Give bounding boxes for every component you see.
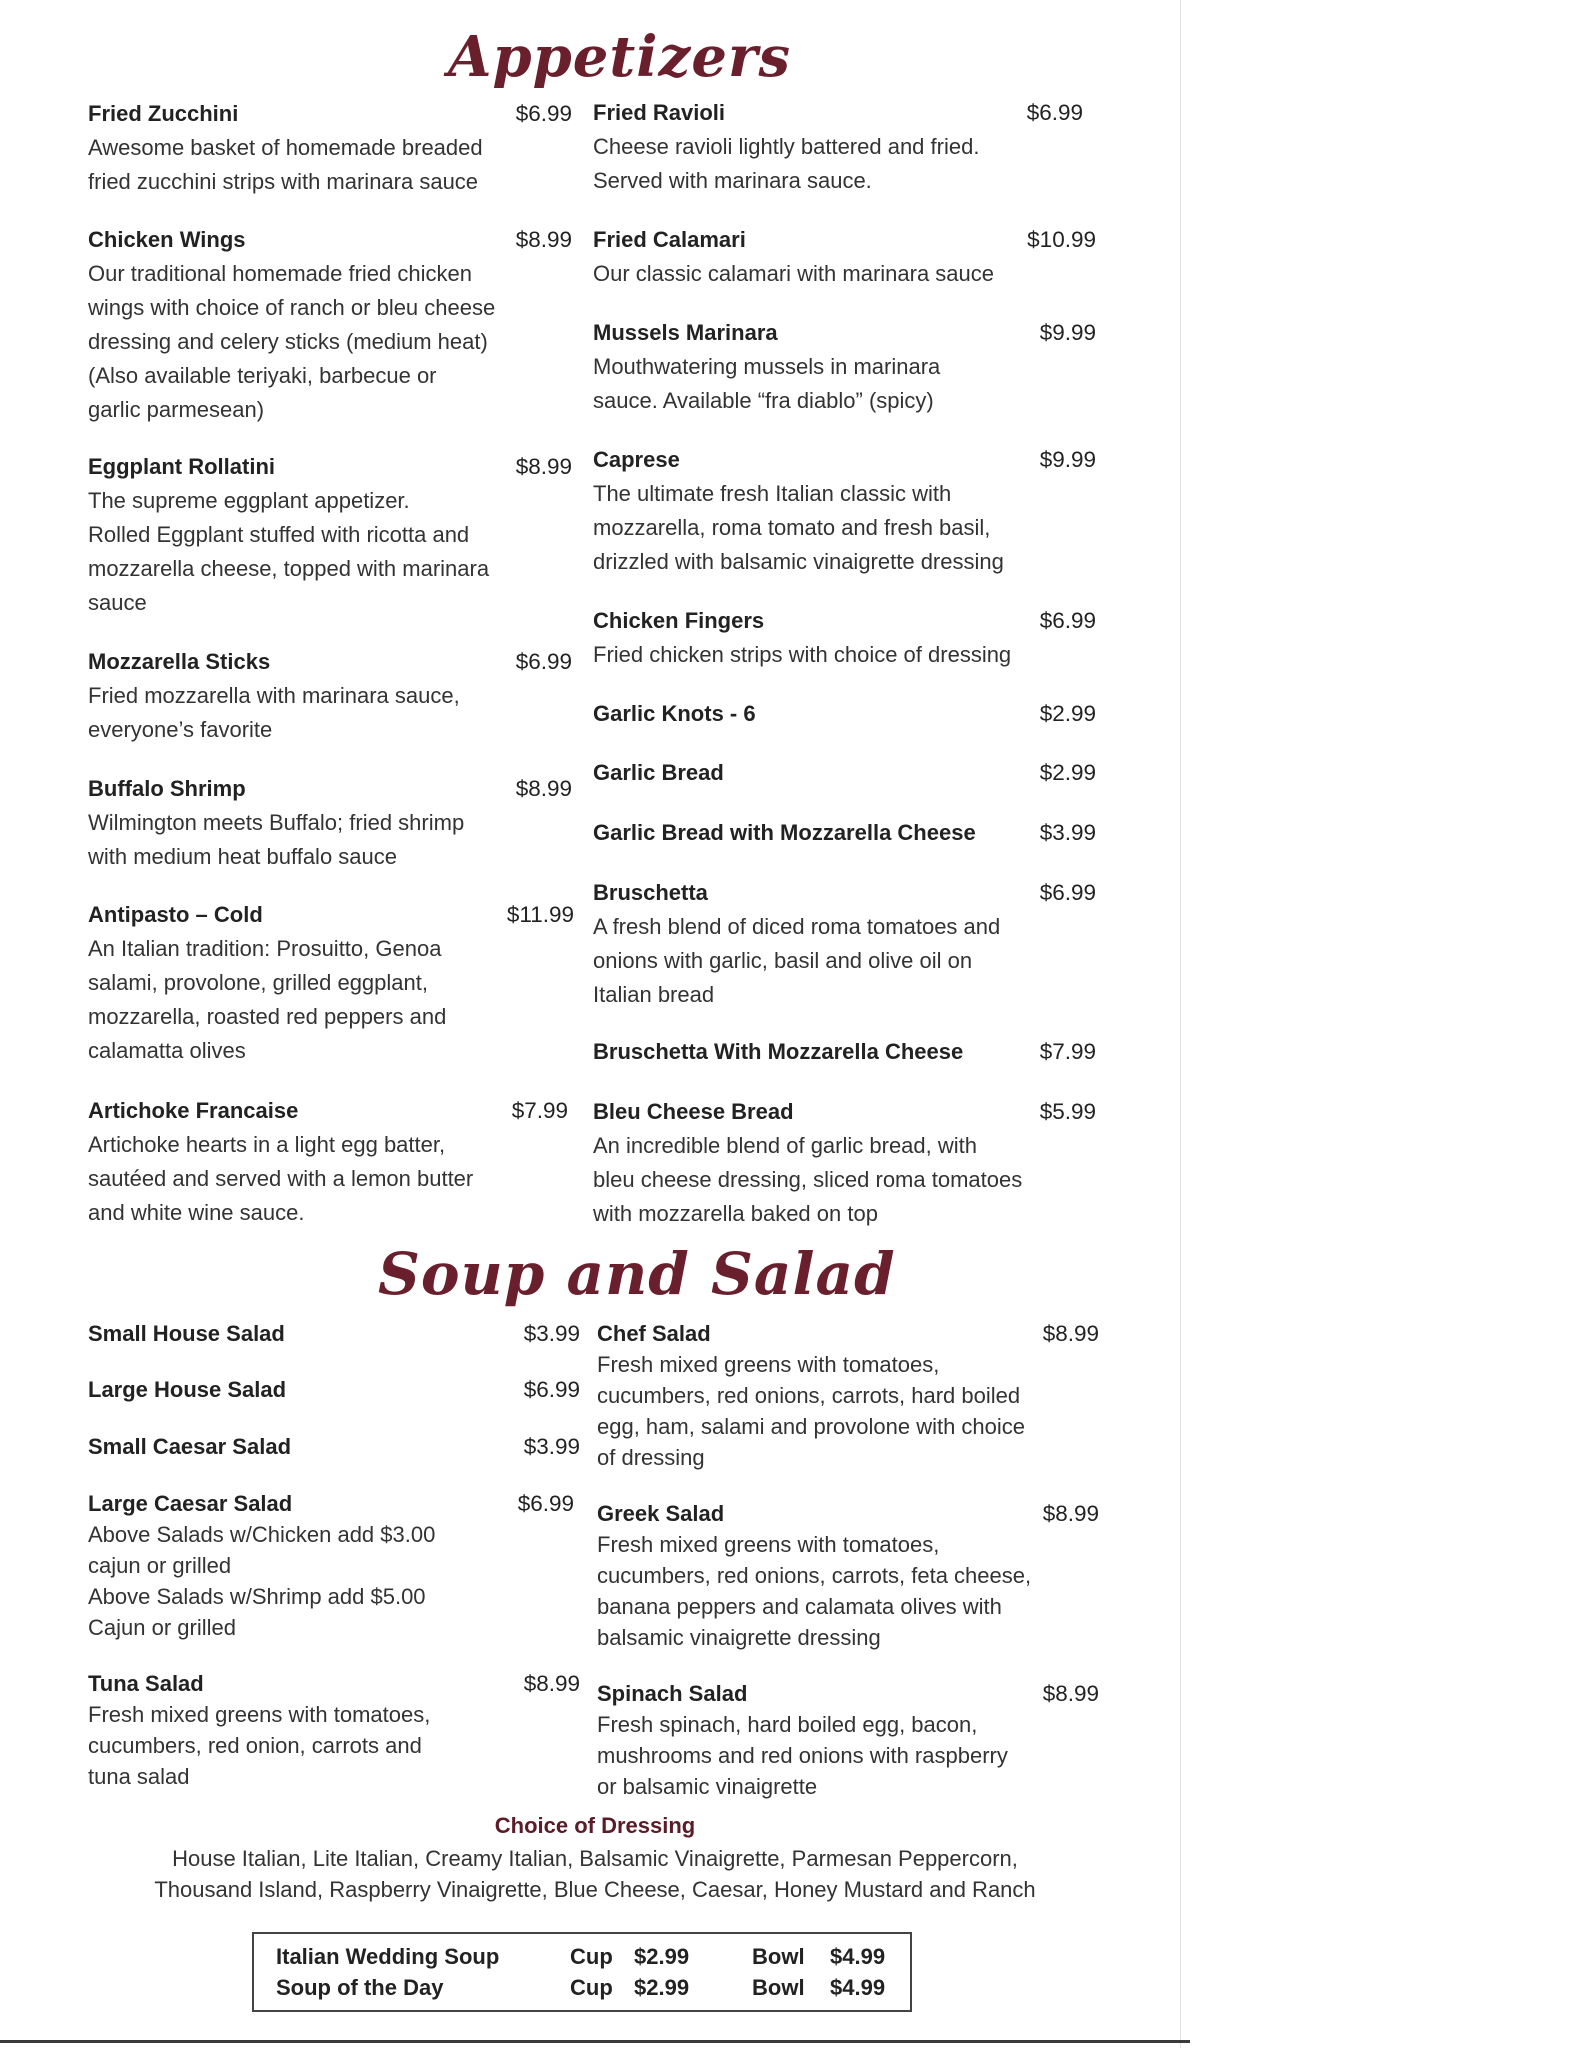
menu-item <box>597 1498 1099 1653</box>
item-description: Fresh mixed greens with tomatoes, cucumbers, red onions, carrots, hard boiled egg, ham, salami and provolone with choice of dressing <box>597 1352 1026 1470</box>
menu-item <box>88 450 572 620</box>
item-name: Garlic Bread <box>593 760 724 785</box>
item-description: The ultimate fresh Italian classic with mozzarella, roma tomato and fresh basil, drizzled with balsamic vinaigrette dressing <box>593 481 1004 574</box>
menu-item <box>597 1318 1099 1473</box>
item-price: $5.99 <box>1039 1099 1096 1124</box>
item-price: $3.99 <box>1039 820 1096 845</box>
appetizers-title: Appetizers <box>448 24 791 90</box>
item-price: $6.99 <box>515 649 572 674</box>
menu-item <box>88 97 572 199</box>
item-description: An incredible blend of garlic bread, with bleu cheese dressing, sliced roma tomatoes with mozzarella baked on top <box>593 1133 1023 1226</box>
item-price: $8.99 <box>1042 1501 1099 1526</box>
cup-label: Cup <box>570 1944 613 1969</box>
item-description: Fried chicken strips with choice of dressing <box>593 642 1012 667</box>
item-name: Chicken Wings <box>88 227 246 252</box>
item-price: $8.99 <box>515 454 572 479</box>
item-price: $6.99 <box>1039 880 1096 905</box>
bowl-price: $4.99 <box>830 1975 886 2000</box>
menu-item <box>88 1374 580 1405</box>
bowl-label: Bowl <box>752 1944 805 1969</box>
item-price: $8.99 <box>1042 1681 1099 1706</box>
item-description: Fried mozzarella with marinara sauce, everyone’s favorite <box>88 683 460 742</box>
item-name: Tuna Salad <box>88 1671 204 1696</box>
soup-row <box>276 1975 916 2006</box>
item-description: Awesome basket of homemade breaded fried zucchini strips with marinara sauce <box>88 135 483 194</box>
item-name: Bruschetta <box>593 880 708 905</box>
item-price: $6.99 <box>1026 100 1083 125</box>
menu-item <box>597 1678 1099 1802</box>
item-name: Artichoke Francaise <box>88 1098 299 1123</box>
item-price: $8.99 <box>523 1671 580 1696</box>
item-description: The supreme eggplant appetizer. Rolled Eggplant stuffed with ricotta and mozzarella cheese, topped with marinara sauce <box>88 488 490 615</box>
item-price: $3.99 <box>523 1321 580 1346</box>
item-price: $7.99 <box>1039 1039 1096 1064</box>
item-name: Mozzarella Sticks <box>88 649 271 674</box>
item-description: Fresh spinach, hard boiled egg, bacon, mushrooms and red onions with raspberry or balsamic vinaigrette <box>597 1712 1008 1799</box>
item-name: Caprese <box>593 447 680 472</box>
item-description: Our traditional homemade fried chicken wings with choice of ranch or bleu cheese dressing and celery sticks (medium heat) (Also available teriyaki, barbecue or garlic parmesean) <box>88 261 496 422</box>
item-price: $6.99 <box>1039 608 1096 633</box>
soup-salad-title: Soup and Salad <box>378 1240 896 1308</box>
menu-item <box>88 898 574 1068</box>
item-name: Chef Salad <box>597 1321 711 1346</box>
item-price: $6.99 <box>523 1377 580 1402</box>
item-price: $8.99 <box>515 227 572 252</box>
item-price: $8.99 <box>1042 1321 1099 1346</box>
item-name: Fried Zucchini <box>88 101 239 126</box>
item-price: $2.99 <box>1039 760 1096 785</box>
menu-item <box>593 604 1096 672</box>
menu-item <box>593 756 1096 790</box>
item-price: $6.99 <box>515 101 572 126</box>
item-name: Bruschetta With Mozzarella Cheese <box>593 1039 964 1064</box>
item-price: $9.99 <box>1039 447 1096 472</box>
menu-item <box>88 1488 574 1643</box>
soup-name: Soup of the Day <box>276 1975 444 2000</box>
item-name: Garlic Bread with Mozzarella Cheese <box>593 820 976 845</box>
soup-name: Italian Wedding Soup <box>276 1944 500 1969</box>
dressing-heading: Choice of Dressing <box>494 1813 696 1838</box>
item-price: $9.99 <box>1039 320 1096 345</box>
menu-item <box>593 697 1096 731</box>
menu-item <box>593 96 1083 198</box>
menu-item <box>88 1668 580 1792</box>
bowl-price: $4.99 <box>830 1944 886 1969</box>
item-description: Our classic calamari with marinara sauce <box>593 261 995 286</box>
item-price: $7.99 <box>511 1098 568 1123</box>
soup-row <box>276 1944 916 1975</box>
item-description: Cheese ravioli lightly battered and fried. Served with marinara sauce. <box>593 134 980 193</box>
cup-price: $2.99 <box>634 1975 690 2000</box>
menu-item <box>593 316 1096 418</box>
cup-price: $2.99 <box>634 1944 690 1969</box>
menu-item <box>88 223 572 427</box>
item-description: Wilmington meets Buffalo; fried shrimp with medium heat buffalo sauce <box>88 810 465 869</box>
bowl-label: Bowl <box>752 1975 805 2000</box>
menu-item <box>88 1431 580 1462</box>
item-name: Antipasto – Cold <box>88 902 263 927</box>
item-name: Small Caesar Salad <box>88 1434 292 1459</box>
menu-item <box>593 1035 1096 1069</box>
item-name: Chicken Fingers <box>593 608 765 633</box>
item-price: $2.99 <box>1039 701 1096 726</box>
menu-item <box>593 223 1096 291</box>
cup-label: Cup <box>570 1975 613 2000</box>
item-price: $10.99 <box>1027 227 1096 252</box>
page-edge-right <box>1180 0 1181 2048</box>
item-description: Mouthwatering mussels in marinara sauce. Available “fra diablo” (spicy) <box>593 354 941 413</box>
menu-item <box>593 816 1096 850</box>
item-price: $3.99 <box>523 1434 580 1459</box>
menu-item <box>593 1095 1096 1231</box>
item-name: Fried Calamari <box>593 227 746 252</box>
item-price: $11.99 <box>506 902 574 927</box>
item-name: Spinach Salad <box>597 1681 748 1706</box>
menu-item <box>593 443 1096 579</box>
menu-item <box>88 1094 568 1230</box>
item-description: Fresh mixed greens with tomatoes, cucumbers, red onions, carrots, feta cheese, banana peppers and calamata olives with balsamic vinaigrette dressing <box>597 1532 1032 1650</box>
soup-box <box>252 1932 912 2012</box>
menu-item <box>88 1318 580 1349</box>
item-description: Fresh mixed greens with tomatoes, cucumbers, red onion, carrots and tuna salad <box>88 1702 431 1789</box>
menu-item <box>88 645 572 747</box>
page-edge-bottom <box>0 2040 1190 2043</box>
item-name: Buffalo Shrimp <box>88 776 246 801</box>
item-name: Garlic Knots - 6 <box>593 701 756 726</box>
item-name: Greek Salad <box>597 1501 725 1526</box>
menu-item <box>88 772 572 874</box>
item-name: Small House Salad <box>88 1321 285 1346</box>
item-name: Fried Ravioli <box>593 100 726 125</box>
item-name: Large House Salad <box>88 1377 287 1402</box>
item-price: $8.99 <box>515 776 572 801</box>
item-name: Bleu Cheese Bread <box>593 1099 794 1124</box>
item-description: A fresh blend of diced roma tomatoes and onions with garlic, basil and olive oil on Italian bread <box>593 914 1001 1007</box>
item-name: Large Caesar Salad <box>88 1491 293 1516</box>
item-description: An Italian tradition: Prosuitto, Genoa salami, provolone, grilled eggplant, mozzarella, roasted red peppers and calamatta olives <box>88 936 447 1063</box>
item-description: Above Salads w/Chicken add $3.00 cajun or grilled Above Salads w/Shrimp add $5.00 Cajun or grilled <box>88 1522 436 1640</box>
item-name: Mussels Marinara <box>593 320 778 345</box>
menu-item <box>593 876 1096 1012</box>
item-name: Eggplant Rollatini <box>88 454 275 479</box>
item-description: Artichoke hearts in a light egg batter, sautéed and served with a lemon butter and white wine sauce. <box>88 1132 474 1225</box>
item-price: $6.99 <box>517 1491 574 1516</box>
dressing-list: House Italian, Lite Italian, Creamy Italian, Balsamic Vinaigrette, Parmesan Peppercorn, Thousand Island, Raspberry Vinaigrette, Blue Cheese, Caesar, Honey Mustard and Ranch <box>154 1846 1036 1902</box>
